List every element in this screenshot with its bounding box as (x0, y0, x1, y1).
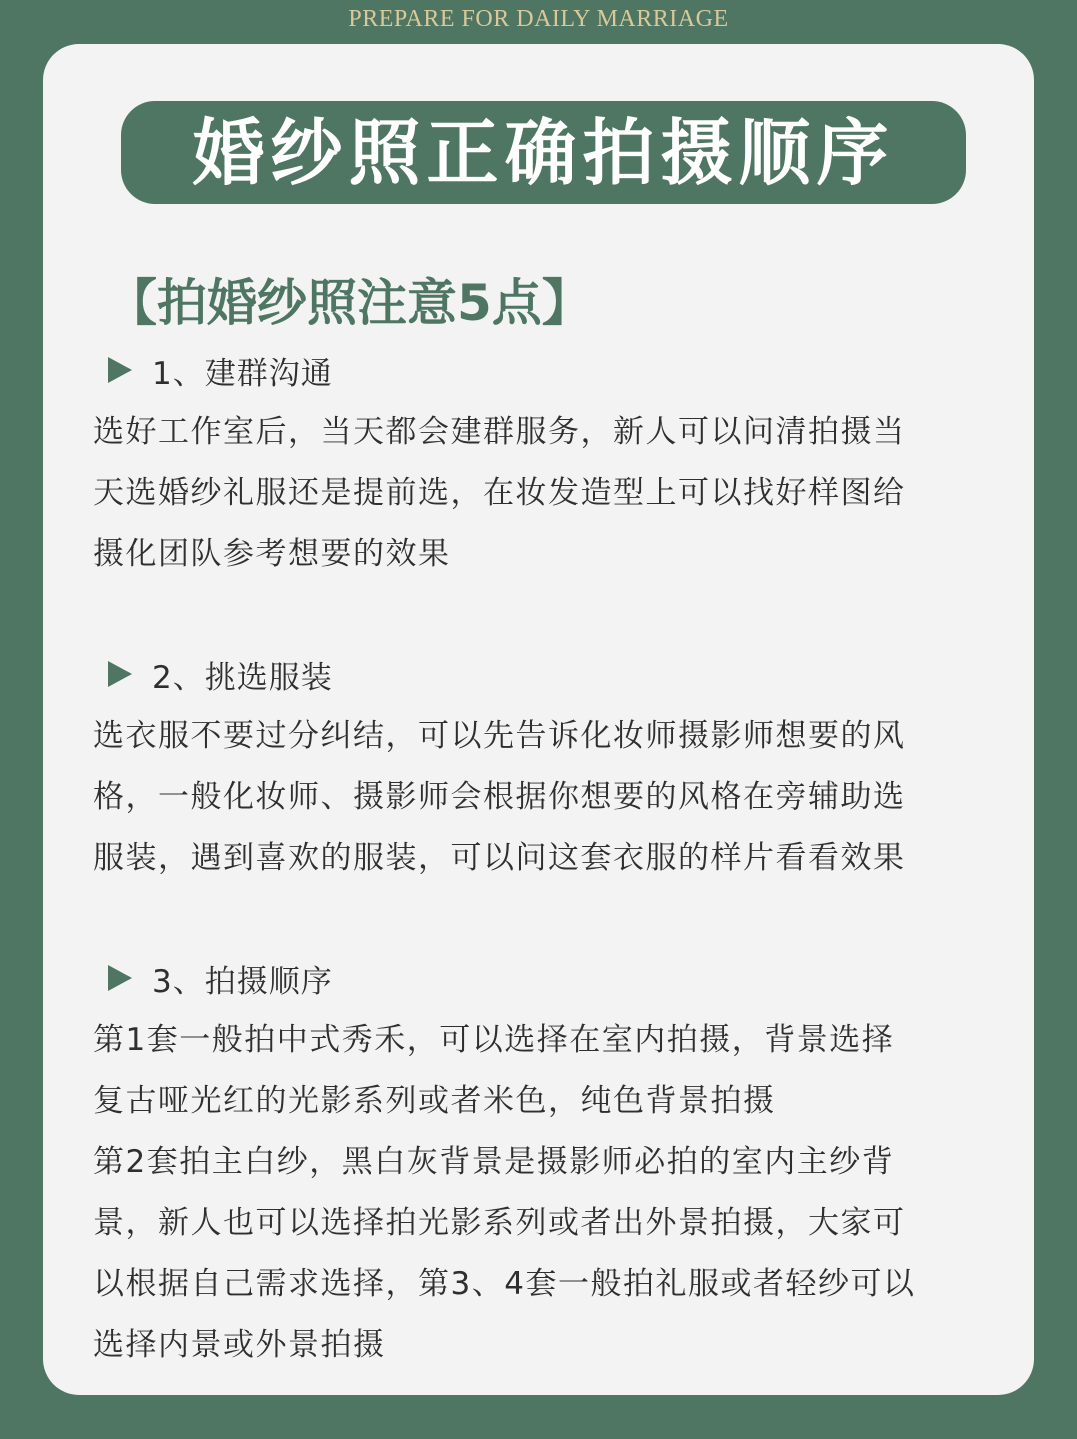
section-1 (93, 350, 993, 585)
section-3-line: 景，新人也可以选择拍光影系列或者出外景拍摄，大家可 (93, 1205, 906, 1241)
triangle-right-icon (108, 357, 132, 383)
section-heading (107, 274, 592, 332)
section-1-body (93, 402, 993, 585)
triangle-right-icon (108, 661, 132, 687)
section-2-label: 2、挑选服装 (152, 659, 333, 696)
section-1-line: 选好工作室后，当天都会建群服务，新人可以问清拍摄当 (93, 414, 906, 450)
section-1-line: 摄化团队参考想要的效果 (93, 536, 451, 572)
section-3-line: 以根据自己需求选择，第3、4套一般拍礼服或者轻纱可以 (93, 1266, 916, 1302)
section-3-line: 第1套一般拍中式秀禾，可以选择在室内拍摄，背景选择 (93, 1022, 895, 1058)
section-2-body (93, 706, 993, 889)
page-title: 婚纱照正确拍摄顺序 (192, 110, 895, 195)
section-3-body (93, 1010, 993, 1376)
triangle-right-icon (108, 965, 132, 991)
section-3-line: 选择内景或外景拍摄 (93, 1327, 386, 1363)
section-2 (93, 654, 993, 889)
section-1-label: 1、建群沟通 (152, 355, 333, 392)
section-3-line: 复古哑光红的光影系列或者米色，纯色背景拍摄 (93, 1083, 776, 1119)
section-2-title (108, 654, 993, 694)
top-banner: PREPARE FOR DAILY MARRIAGE (348, 6, 729, 32)
section-2-line: 选衣服不要过分纠结，可以先告诉化妆师摄影师想要的风 (93, 718, 906, 754)
section-3 (93, 958, 993, 1376)
section-2-line: 服装，遇到喜欢的服装，可以问这套衣服的样片看看效果 (93, 840, 906, 876)
section-1-line: 天选婚纱礼服还是提前选，在妆发造型上可以找好样图给 (93, 475, 906, 511)
heading-text: 拍婚纱照注意5点 (157, 274, 542, 332)
section-3-title (108, 958, 993, 998)
section-3-line: 第2套拍主白纱，黑白灰背景是摄影师必拍的室内主纱背 (93, 1144, 895, 1180)
section-1-title (108, 350, 993, 390)
heading-open-bracket: 【 (107, 274, 157, 332)
content-card (43, 44, 1034, 1395)
title-pill (121, 101, 966, 204)
section-3-label: 3、拍摄顺序 (152, 963, 333, 1000)
heading-close-bracket: 】 (541, 274, 592, 332)
section-2-line: 格，一般化妆师、摄影师会根据你想要的风格在旁辅助选 (93, 779, 906, 815)
